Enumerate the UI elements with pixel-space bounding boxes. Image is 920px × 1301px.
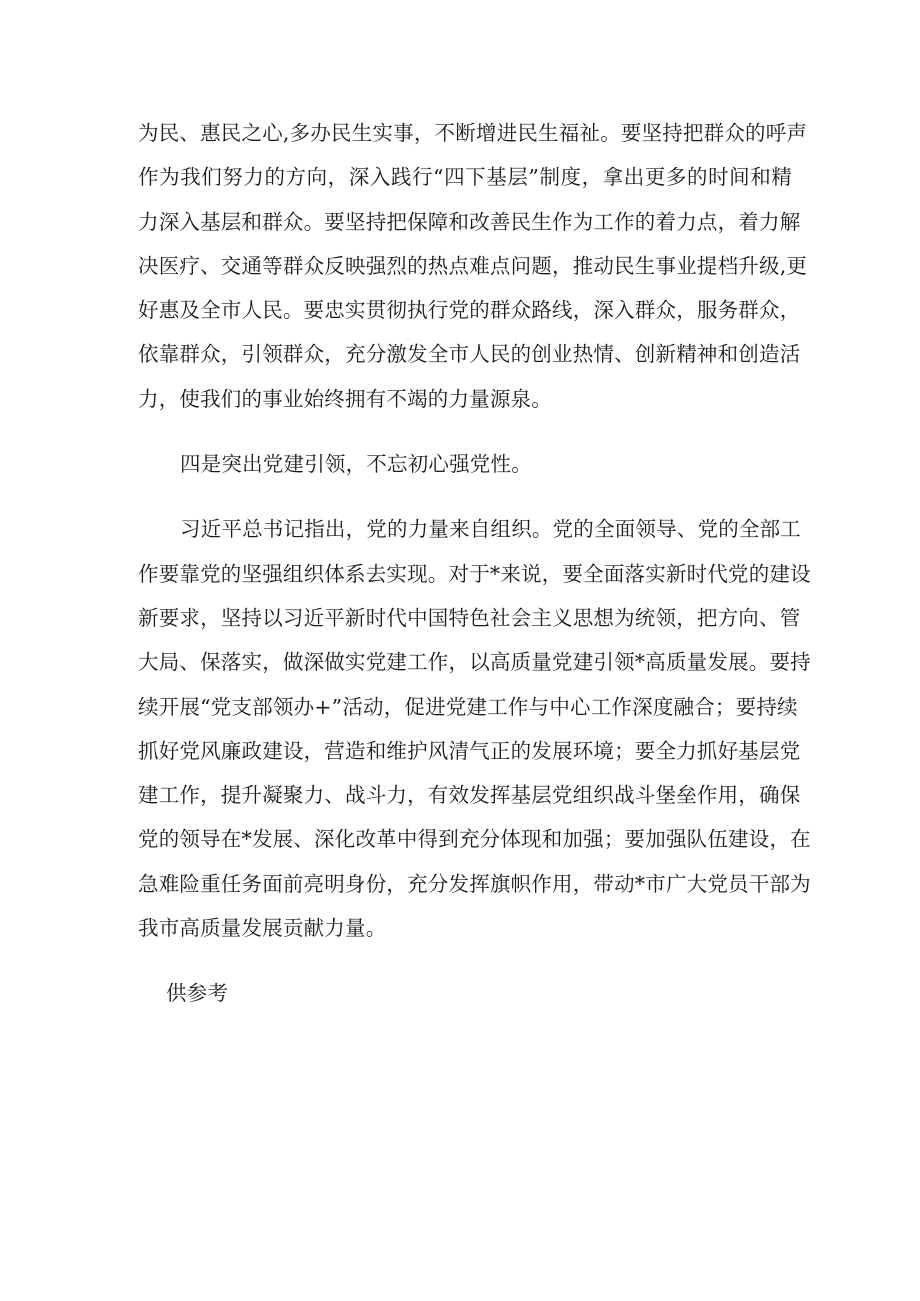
paragraph-line: 决医疗、交通等群众反映强烈的热点难点问题，推动民生事业提档升级,更: [138, 253, 808, 278]
paragraph-gap: [138, 421, 792, 442]
paragraph-livelihood: [138, 111, 808, 421]
paragraph-line: 续开展“党支部领办+”活动，促进党建工作与中心工作深度融合；要持续: [138, 694, 798, 719]
section-heading: 四是突出党建引领，不忘初心强党性。: [180, 452, 532, 477]
paragraph-line: 建工作，提升凝聚力、战斗力，有效发挥基层党组织战斗堡垒作用，确保: [138, 783, 801, 808]
paragraph-line: 大局、保落实，做深做实党建工作，以高质量党建引领*高质量发展。要持: [138, 650, 811, 675]
paragraph-line: 为民、惠民之心,多办民生实事，不断增进民生福祉。要坚持把群众的呼声: [138, 121, 808, 145]
paragraph-line: 力深入基层和群众。要坚持把保障和改善民生作为工作的着力点，着力解: [138, 209, 801, 234]
paragraph-line: 党的领导在*发展、深化改革中得到充分体现和加强；要加强队伍建设，在: [138, 827, 811, 852]
paragraph-line: 作为我们努力的方向，深入践行“四下基层”制度，拿出更多的时间和精: [138, 165, 792, 190]
paragraph-line: 好惠及全市人民。要忠实贯彻执行党的群众路线，深入群众，服务群众，: [138, 298, 801, 323]
paragraph-party-building: [138, 507, 811, 950]
paragraph-line: 力，使我们的事业始终拥有不竭的力量源泉。: [138, 386, 552, 411]
paragraph-line: 我市高质量发展贡献力量。: [138, 916, 387, 941]
paragraph-line: 抓好党风廉政建设，营造和维护风清气正的发展环境；要全力抓好基层党: [138, 738, 801, 763]
paragraph-line: 新要求，坚持以习近平新时代中国特色社会主义思想为统领，把方向、管: [138, 605, 801, 630]
paragraph-line: 依靠群众，引领群众，充分激发全市人民的创业热情、创新精神和创造活: [138, 342, 801, 367]
paragraph-gap: [138, 486, 792, 507]
paragraph-gap: [138, 950, 792, 971]
paragraph-line: 习近平总书记指出，党的力量来自组织。党的全面领导、党的全部工: [180, 517, 801, 542]
closing-note: 供参考: [166, 981, 229, 1006]
paragraph-line: 急难险重任务面前亮明身份，充分发挥旗帜作用，带动*市广大党员干部为: [138, 871, 811, 896]
paragraph-line: 作要靠党的坚强组织体系去实现。对于*来说，要全面落实新时代党的建设: [138, 561, 811, 586]
document-body: [138, 111, 811, 1016]
